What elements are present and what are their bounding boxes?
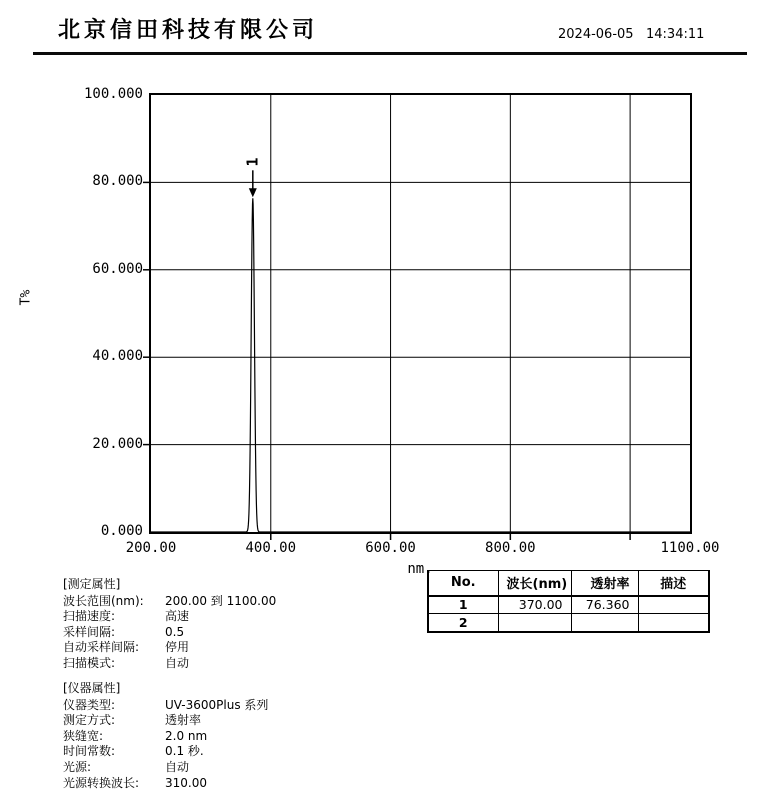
property-value: 310.00 <box>165 775 207 790</box>
instrument-properties <box>63 681 423 791</box>
property-label: 狭缝宽: <box>63 728 104 743</box>
x-axis-unit: nm. <box>407 561 433 577</box>
y-tick-label: 0.000 <box>100 523 143 539</box>
property-value: 透射率 <box>165 713 202 728</box>
property-value: 0.5 <box>165 624 185 639</box>
table-cell: 2 <box>428 614 498 632</box>
spectrum-plot <box>149 93 692 534</box>
measurement-properties-title: [测定属性] <box>63 577 121 591</box>
table-cell <box>638 614 709 632</box>
peak-number-label: 1 <box>243 157 262 167</box>
x-tick-label: 400.00 <box>245 540 297 556</box>
y-tick-label: 40.000 <box>92 348 143 365</box>
property-row <box>63 744 423 760</box>
y-tick-label: 60.000 <box>92 260 143 277</box>
header-divider <box>33 52 747 55</box>
y-tick-label: 100.000 <box>83 86 143 102</box>
table-row <box>428 596 709 614</box>
x-tick-label: 800.00 <box>485 540 536 556</box>
property-label: 光源: <box>63 759 92 774</box>
table-header-cell: 透射率 <box>571 571 638 596</box>
property-label: 测定方式: <box>63 713 116 728</box>
property-row <box>63 594 423 610</box>
report-time: 14:34:11 <box>646 27 705 42</box>
property-row <box>63 625 423 641</box>
property-value: 0.1 秒. <box>165 744 204 759</box>
property-row <box>63 656 423 672</box>
property-value: 2.0 nm <box>165 728 208 743</box>
property-row <box>63 729 423 745</box>
y-tick-label: 20.000 <box>92 435 143 452</box>
transmittance-curve <box>151 198 690 532</box>
property-value: 200.00 到 1100.00 <box>165 593 277 608</box>
property-label: 波长范围(nm): <box>63 593 144 608</box>
property-value: 高速 <box>165 609 190 624</box>
property-label: 时间常数: <box>63 744 116 759</box>
peak-results-table <box>427 570 710 633</box>
table-cell <box>638 596 709 614</box>
table-header-cell: 波长(nm) <box>498 571 571 596</box>
property-label: 扫描模式: <box>63 655 116 670</box>
report-date: 2024-06-05 <box>558 27 634 42</box>
table-cell <box>571 614 638 632</box>
property-value: 停用 <box>165 640 190 655</box>
property-value: 自动 <box>165 759 190 774</box>
table-cell: 1 <box>428 596 498 614</box>
property-value: 自动 <box>165 655 190 670</box>
property-row <box>63 609 423 625</box>
property-label: 自动采样间隔: <box>63 640 140 655</box>
peak-arrow-head <box>249 188 257 197</box>
measurement-properties <box>63 577 423 672</box>
table-header-row <box>428 571 709 596</box>
y-tick-label: 80.000 <box>92 173 143 190</box>
table-cell: 76.360 <box>571 596 638 614</box>
instrument-properties-title: [仪器属性] <box>63 681 121 695</box>
property-label: 采样间隔: <box>63 624 116 639</box>
property-value: UV-3600Plus 系列 <box>165 697 269 712</box>
x-tick-label: 200.00 <box>125 540 177 556</box>
table-cell <box>498 614 571 632</box>
property-row <box>63 776 423 791</box>
table-header-cell: No. <box>428 571 498 596</box>
spectrum-curve-svg <box>151 95 690 532</box>
company-title: 北京信田科技有限公司 <box>58 18 319 43</box>
property-row <box>63 760 423 776</box>
property-row <box>63 713 423 729</box>
y-axis-unit: T% <box>18 289 34 306</box>
property-label: 光源转换波长: <box>63 775 140 790</box>
x-tick-label: 600.00 <box>365 540 416 556</box>
x-tick-label: 1100.00 <box>660 540 720 556</box>
property-label: 仪器类型: <box>63 697 116 712</box>
property-row <box>63 698 423 714</box>
table-row <box>428 614 709 632</box>
table-cell: 370.00 <box>498 596 571 614</box>
table-header-cell: 描述 <box>638 571 709 596</box>
property-label: 扫描速度: <box>63 609 116 624</box>
property-row <box>63 640 423 656</box>
